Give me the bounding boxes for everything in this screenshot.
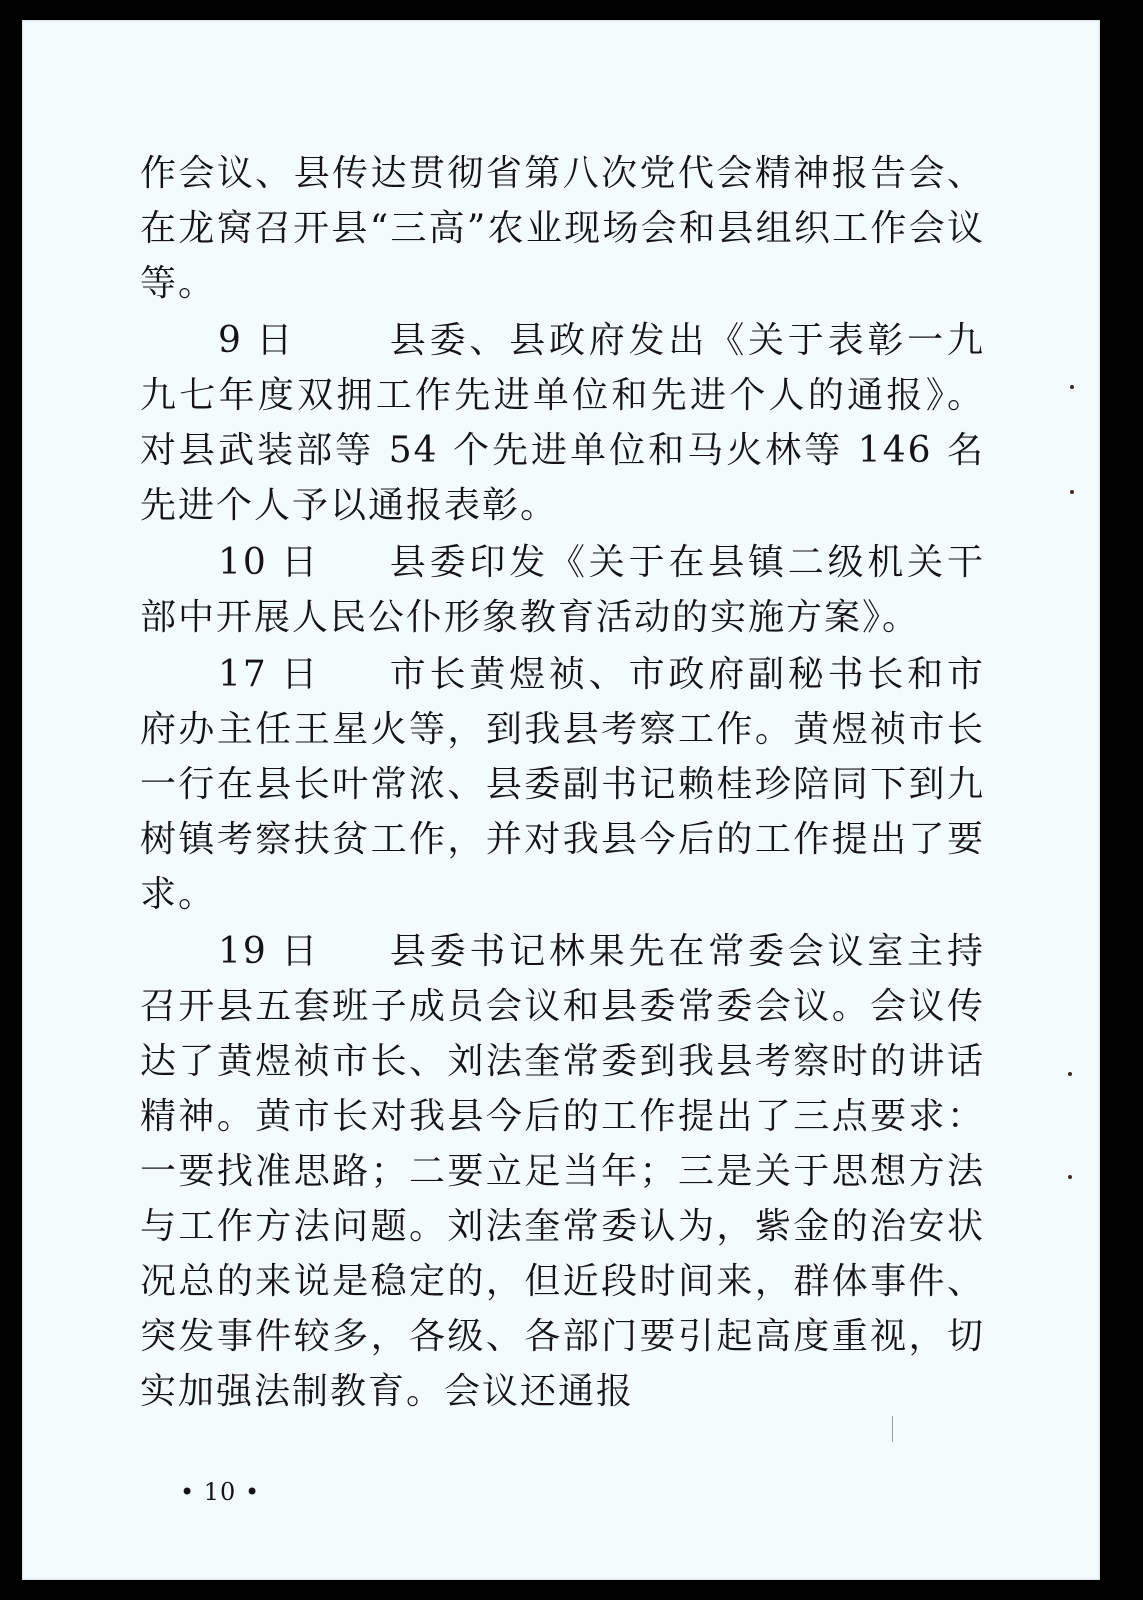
entry-date: 9 日: [218, 320, 295, 361]
document-page: [22, 20, 1100, 1580]
entry-date: 17 日: [218, 654, 320, 695]
body-text: [140, 146, 985, 1421]
continuation-paragraph: 作会议、县传达贯彻省第八次党代会精神报告会、在龙窝召开县“三高”农业现场会和县组织工作会议等。: [140, 153, 985, 304]
entry-text: 县委印发《关于在县镇二级机关干部中开展人民公仆形象教育活动的实施方案》。: [140, 542, 985, 638]
entry-date: 10 日: [218, 542, 320, 583]
page-number: • 10 •: [180, 1478, 261, 1506]
scan-speck: [1068, 1175, 1072, 1179]
entry-paragraph-19: [140, 924, 985, 1419]
entry-paragraph-9: [140, 313, 985, 533]
scan-speck: [1068, 1072, 1072, 1076]
entry-paragraph-17: [140, 647, 985, 922]
scan-mark: [892, 1416, 893, 1442]
entry-text: 县委书记林果先在常委会议室主持召开县五套班子成员会议和县委常委会议。会议传达了黄煜祯市长、刘法奎常委到我县考察时的讲话精神。黄市长对我县今后的工作提出了三点要求：一要找准思路；二要立足当年；三是关于思想方法与工作方法问题。刘法奎常委认为，紫金的治安状况总的来说是稳定的，但近段时间来，群体事件、突发事件较多，各级、各部门要引起高度重视，切实加强法制教育。会议还通报: [140, 931, 985, 1412]
entry-paragraph-10: [140, 535, 985, 645]
entry-text: 县委、县政府发出《关于表彰一九九七年度双拥工作先进单位和先进个人的通报》。对县武装部等 54 个先进单位和马火林等 146 名先进个人予以通报表彰。: [140, 320, 985, 526]
scan-speck: [1070, 385, 1074, 389]
entry-date: 19 日: [218, 931, 320, 972]
scan-speck: [1070, 490, 1074, 494]
entry-text: 市长黄煜祯、市政府副秘书长和市府办主任王星火等，到我县考察工作。黄煜祯市长一行在县长叶常浓、县委副书记赖桂珍陪同下到九树镇考察扶贫工作，并对我县今后的工作提出了要求。: [140, 654, 985, 915]
